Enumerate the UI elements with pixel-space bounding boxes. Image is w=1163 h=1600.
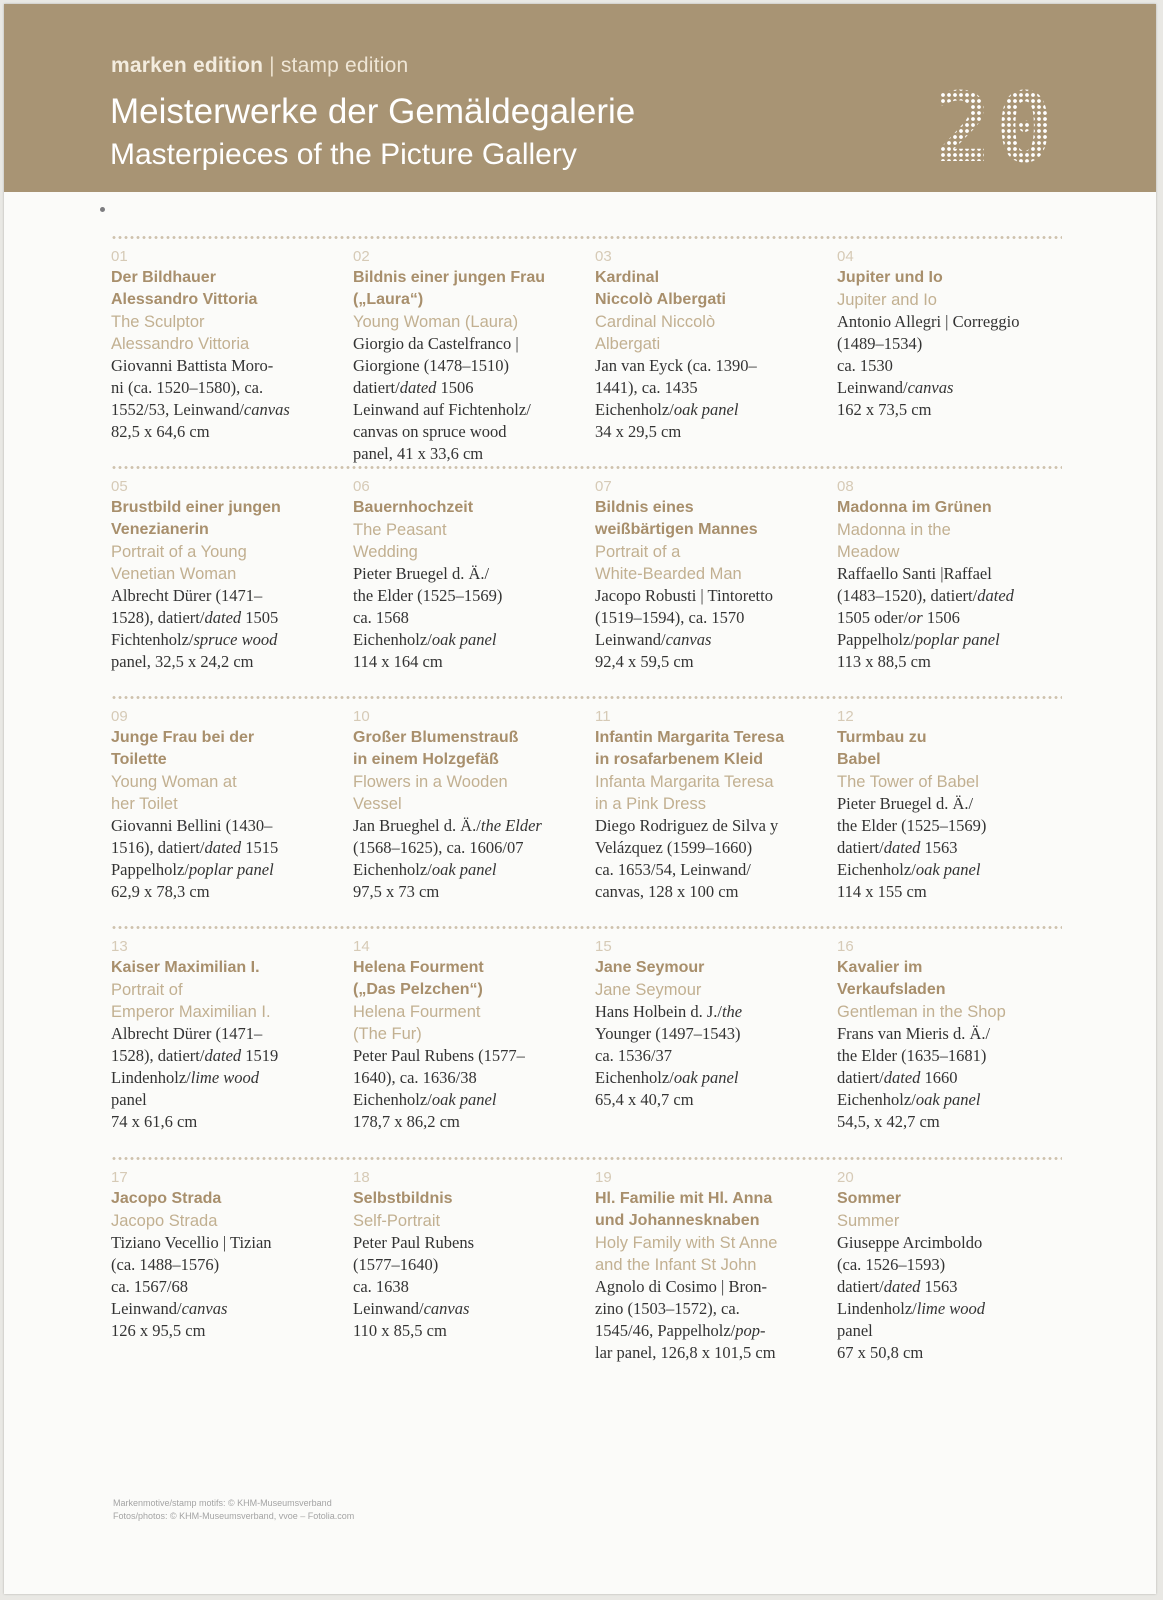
entry-title-english bbox=[837, 289, 1069, 311]
title-line: Niccolò Albergati bbox=[595, 291, 726, 308]
entry-title-german bbox=[595, 497, 827, 541]
detail-line: 162 x 73,5 cm bbox=[837, 400, 932, 419]
detail-line: (ca. 1526–1593) bbox=[837, 1255, 946, 1274]
entry-details bbox=[111, 355, 343, 443]
stamp-entry-07 bbox=[595, 477, 827, 673]
entry-title-english bbox=[353, 311, 585, 333]
entry-title-english bbox=[111, 1210, 343, 1232]
detail-line: 1528), datiert/dated 1519 bbox=[111, 1046, 279, 1065]
title-line: White-Bearded Man bbox=[595, 565, 742, 583]
entry-title-english bbox=[595, 541, 827, 585]
dotted-rule bbox=[111, 1157, 1062, 1160]
big-number-badge: 20 bbox=[934, 80, 1084, 180]
stamp-entry-19 bbox=[595, 1168, 827, 1364]
detail-line: Giorgio da Castelfranco | bbox=[353, 334, 519, 353]
credit-line: Markenmotive/stamp motifs: © KHM-Museumsverband bbox=[113, 1498, 332, 1508]
detail-line: datiert/dated 1660 bbox=[837, 1068, 958, 1087]
entry-details bbox=[353, 1232, 585, 1342]
entry-title-english bbox=[837, 771, 1069, 793]
detail-line: 97,5 x 73 cm bbox=[353, 882, 440, 901]
entry-details bbox=[595, 815, 827, 903]
title-line: Young Woman at bbox=[111, 773, 237, 791]
entry-number: 14 bbox=[353, 938, 370, 955]
detail-line: Diego Rodriguez de Silva y bbox=[595, 816, 779, 835]
title-line: Jacopo Strada bbox=[111, 1212, 218, 1230]
edition-label bbox=[111, 54, 408, 78]
detail-line: 114 x 164 cm bbox=[353, 652, 443, 671]
detail-line: Eichenholz/oak panel bbox=[595, 400, 739, 419]
entry-details bbox=[111, 815, 343, 903]
detail-line: datiert/dated 1563 bbox=[837, 838, 958, 857]
title-line: Infanta Margarita Teresa bbox=[595, 773, 774, 791]
detail-line: ca. 1530 bbox=[837, 356, 893, 375]
entry-number: 17 bbox=[111, 1169, 128, 1186]
detail-line: ca. 1653/54, Leinwand/ bbox=[595, 860, 751, 879]
edition-en: stamp edition bbox=[280, 54, 409, 77]
detail-line: 126 x 95,5 cm bbox=[111, 1321, 206, 1340]
title-line: Bauernhochzeit bbox=[353, 499, 474, 516]
entry-details bbox=[595, 585, 827, 673]
title-line: Helena Fourment bbox=[353, 1003, 481, 1021]
detail-line: the Elder (1635–1681) bbox=[837, 1046, 987, 1065]
title-line: Jupiter and Io bbox=[837, 291, 937, 309]
title-line: Turmbau zu bbox=[837, 729, 927, 746]
title-line: Alessandro Vittoria bbox=[111, 291, 258, 308]
title-line: Wedding bbox=[353, 543, 418, 561]
edition-separator: | bbox=[269, 54, 275, 77]
title-line: Großer Blumenstrauß bbox=[353, 729, 519, 746]
detail-line: Leinwand/canvas bbox=[595, 630, 712, 649]
detail-line: (1577–1640) bbox=[353, 1255, 439, 1274]
detail-line: 114 x 155 cm bbox=[837, 882, 927, 901]
entry-number: 04 bbox=[837, 248, 854, 265]
stamp-entry-17 bbox=[111, 1168, 343, 1342]
detail-line: 67 x 50,8 cm bbox=[837, 1343, 924, 1362]
detail-line: (1568–1625), ca. 1606/07 bbox=[353, 838, 524, 857]
dotted-rule bbox=[111, 926, 1062, 929]
detail-line: 1441), ca. 1435 bbox=[595, 378, 698, 397]
credits bbox=[113, 1497, 354, 1523]
stamp-entry-13 bbox=[111, 937, 343, 1133]
detail-line: 92,4 x 59,5 cm bbox=[595, 652, 694, 671]
entry-details bbox=[837, 1023, 1069, 1133]
detail-line: 1505 oder/or 1506 bbox=[837, 608, 960, 627]
entry-title-german bbox=[353, 957, 585, 1001]
entry-number: 12 bbox=[837, 708, 854, 725]
entry-details bbox=[353, 333, 585, 465]
detail-line: Pieter Bruegel d. Ä./ bbox=[353, 564, 490, 583]
entry-title-german bbox=[111, 497, 343, 541]
title-line: Jane Seymour bbox=[595, 959, 705, 976]
title-line: Portrait of bbox=[111, 981, 183, 999]
stamp-entry-18 bbox=[353, 1168, 585, 1342]
title-line: Summer bbox=[837, 1212, 900, 1230]
title-line: The Sculptor bbox=[111, 313, 205, 331]
detail-line: lar panel, 126,8 x 101,5 cm bbox=[595, 1343, 776, 1362]
entry-details bbox=[837, 563, 1069, 673]
entry-number: 09 bbox=[111, 708, 128, 725]
entry-details bbox=[111, 1023, 343, 1133]
detail-line: Fichtenholz/spruce wood bbox=[111, 630, 278, 649]
detail-line: Velázquez (1599–1660) bbox=[595, 838, 753, 857]
detail-line: Frans van Mieris d. Ä./ bbox=[837, 1024, 991, 1043]
entry-title-english bbox=[595, 979, 827, 1001]
stamp-entry-10 bbox=[353, 707, 585, 903]
title-line: Der Bildhauer bbox=[111, 269, 216, 286]
detail-line: Antonio Allegri | Correggio bbox=[837, 312, 1020, 331]
entry-number: 08 bbox=[837, 478, 854, 495]
detail-line: Younger (1497–1543) bbox=[595, 1024, 741, 1043]
title-line: („Laura“) bbox=[353, 291, 424, 308]
entry-details bbox=[353, 1045, 585, 1133]
title-line: Young Woman (Laura) bbox=[353, 313, 519, 331]
title-line: Venezianerin bbox=[111, 521, 209, 538]
detail-line: 54,5, x 42,7 cm bbox=[837, 1112, 940, 1131]
entry-title-german bbox=[837, 497, 1069, 519]
detail-line: 65,4 x 40,7 cm bbox=[595, 1090, 694, 1109]
stamp-folder-sheet bbox=[4, 4, 1156, 1594]
stamp-entry-09 bbox=[111, 707, 343, 903]
edition-de: marken edition bbox=[111, 54, 264, 77]
detail-line: 82,5 x 64,6 cm bbox=[111, 422, 210, 441]
title-line: in a Pink Dress bbox=[595, 795, 706, 813]
detail-line: 1552/53, Leinwand/canvas bbox=[111, 400, 290, 419]
entry-title-english bbox=[111, 311, 343, 355]
entry-details bbox=[595, 1001, 827, 1111]
title-line: Bildnis eines bbox=[595, 499, 694, 516]
entry-title-english bbox=[353, 1001, 585, 1045]
credit-line: Fotos/photos: © KHM-Museumsverband, vvoe – Fotolia.com bbox=[113, 1511, 355, 1521]
detail-line: ca. 1568 bbox=[353, 608, 409, 627]
entry-number: 19 bbox=[595, 1169, 612, 1186]
detail-line: Peter Paul Rubens bbox=[353, 1233, 474, 1252]
dotted-rule bbox=[111, 466, 1062, 469]
title-line: Madonna in the bbox=[837, 521, 951, 539]
detail-line: (1483–1520), datiert/dated bbox=[837, 586, 1014, 605]
stamp-entry-16 bbox=[837, 937, 1069, 1133]
entry-title-german bbox=[111, 957, 343, 979]
title-line: Jane Seymour bbox=[595, 981, 702, 999]
entry-number: 01 bbox=[111, 248, 128, 265]
detail-line: Eichenholz/oak panel bbox=[353, 860, 497, 879]
detail-line: ca. 1536/37 bbox=[595, 1046, 672, 1065]
detail-line: Eichenholz/oak panel bbox=[837, 860, 981, 879]
entry-number: 18 bbox=[353, 1169, 370, 1186]
detail-line: Pappelholz/poplar panel bbox=[837, 630, 1000, 649]
detail-line: ni (ca. 1520–1580), ca. bbox=[111, 378, 264, 397]
title-line: Toilette bbox=[111, 751, 167, 768]
entry-title-english bbox=[111, 541, 343, 585]
title-english: Masterpieces of the Picture Gallery bbox=[110, 138, 577, 171]
entry-details bbox=[595, 355, 827, 443]
detail-line: Raffaello Santi |Raffael bbox=[837, 564, 992, 583]
entry-title-german bbox=[353, 497, 585, 519]
detail-line: the Elder (1525–1569) bbox=[353, 586, 503, 605]
title-line: Portrait of a Young bbox=[111, 543, 247, 561]
detail-line: ca. 1567/68 bbox=[111, 1277, 188, 1296]
title-line: weißbärtigen Mannes bbox=[595, 521, 758, 538]
detail-line: 1528), datiert/dated 1505 bbox=[111, 608, 279, 627]
detail-line: Lindenholz/lime wood bbox=[111, 1068, 260, 1087]
detail-line: panel, 32,5 x 24,2 cm bbox=[111, 652, 254, 671]
title-line: Cardinal Niccolò bbox=[595, 313, 716, 331]
entry-title-german bbox=[353, 1188, 585, 1210]
title-line: und Johannesknaben bbox=[595, 1212, 760, 1229]
detail-line: 1640), ca. 1636/38 bbox=[353, 1068, 477, 1087]
title-line: The Tower of Babel bbox=[837, 773, 979, 791]
entry-title-german bbox=[353, 267, 585, 311]
detail-line: 74 x 61,6 cm bbox=[111, 1112, 198, 1131]
title-line: Flowers in a Wooden bbox=[353, 773, 508, 791]
title-line: Verkaufsladen bbox=[837, 981, 946, 998]
entry-title-german bbox=[837, 957, 1069, 1001]
detail-line: zino (1503–1572), ca. bbox=[595, 1299, 740, 1318]
entry-details bbox=[837, 311, 1069, 421]
detail-line: ca. 1638 bbox=[353, 1277, 409, 1296]
detail-line: canvas on spruce wood bbox=[353, 422, 507, 441]
title-line: and the Infant St John bbox=[595, 1256, 757, 1274]
title-line: Emperor Maximilian I. bbox=[111, 1003, 271, 1021]
detail-line: panel bbox=[837, 1321, 873, 1340]
dotted-rule bbox=[111, 696, 1062, 699]
detail-line: (1489–1534) bbox=[837, 334, 923, 353]
stamp-entry-05 bbox=[111, 477, 343, 673]
detail-line: Leinwand auf Fichtenholz/ bbox=[353, 400, 531, 419]
dotted-rule bbox=[111, 236, 1062, 239]
detail-line: datiert/dated 1506 bbox=[353, 378, 474, 397]
entry-title-german bbox=[837, 267, 1069, 289]
detail-line: panel, 41 x 33,6 cm bbox=[353, 444, 484, 463]
detail-line: 1516), datiert/dated 1515 bbox=[111, 838, 279, 857]
detail-line: 113 x 88,5 cm bbox=[837, 652, 931, 671]
entry-details bbox=[837, 793, 1069, 903]
title-german: Meisterwerke der Gemäldegalerie bbox=[110, 92, 636, 131]
detail-line: Leinwand/canvas bbox=[353, 1299, 470, 1318]
entry-title-english bbox=[595, 1232, 827, 1276]
detail-line: Pappelholz/poplar panel bbox=[111, 860, 274, 879]
entry-title-german bbox=[837, 727, 1069, 771]
entry-number: 15 bbox=[595, 938, 612, 955]
stamp-entry-12 bbox=[837, 707, 1069, 903]
stamp-entry-20 bbox=[837, 1168, 1069, 1364]
entry-title-english bbox=[837, 1210, 1069, 1232]
title-line: Kavalier im bbox=[837, 959, 923, 976]
detail-line: Tiziano Vecellio | Tizian bbox=[111, 1233, 272, 1252]
detail-line: Jan van Eyck (ca. 1390– bbox=[595, 356, 757, 375]
title-line: Junge Frau bei der bbox=[111, 729, 255, 746]
stamp-entry-01 bbox=[111, 247, 343, 443]
entry-details bbox=[111, 585, 343, 673]
title-line: Meadow bbox=[837, 543, 900, 561]
detail-line: Leinwand/canvas bbox=[111, 1299, 228, 1318]
entry-title-german bbox=[595, 727, 827, 771]
title-line: Venetian Woman bbox=[111, 565, 237, 583]
detail-line: 110 x 85,5 cm bbox=[353, 1321, 447, 1340]
stamp-entry-02 bbox=[353, 247, 585, 465]
entry-title-german bbox=[595, 267, 827, 311]
entry-number: 03 bbox=[595, 248, 612, 265]
entry-title-english bbox=[595, 311, 827, 355]
entry-details bbox=[353, 815, 585, 903]
entry-number: 05 bbox=[111, 478, 128, 495]
detail-line: canvas, 128 x 100 cm bbox=[595, 882, 739, 901]
entry-details bbox=[111, 1232, 343, 1342]
entry-number: 11 bbox=[595, 708, 611, 725]
detail-line: Peter Paul Rubens (1577– bbox=[353, 1046, 525, 1065]
title-line: Kaiser Maximilian I. bbox=[111, 959, 260, 976]
entry-title-german bbox=[837, 1188, 1069, 1210]
detail-line: datiert/dated 1563 bbox=[837, 1277, 958, 1296]
header-band bbox=[4, 4, 1156, 192]
entry-number: 13 bbox=[111, 938, 128, 955]
dot-marker bbox=[100, 207, 105, 212]
title-line: Kardinal bbox=[595, 269, 660, 286]
detail-line: 62,9 x 78,3 cm bbox=[111, 882, 210, 901]
detail-line: Giovanni Bellini (1430– bbox=[111, 816, 273, 835]
title-line: Gentleman in the Shop bbox=[837, 1003, 1006, 1021]
title-line: Helena Fourment bbox=[353, 959, 484, 976]
detail-line: Eichenholz/oak panel bbox=[353, 630, 497, 649]
title-line: Brustbild einer jungen bbox=[111, 499, 281, 516]
detail-line: Eichenholz/oak panel bbox=[353, 1090, 497, 1109]
title-line: in einem Holzgefäß bbox=[353, 751, 499, 768]
title-line: Infantin Margarita Teresa bbox=[595, 729, 785, 746]
detail-line: Eichenholz/oak panel bbox=[837, 1090, 981, 1109]
detail-line: Lindenholz/lime wood bbox=[837, 1299, 986, 1318]
detail-line: the Elder (1525–1569) bbox=[837, 816, 987, 835]
title-line: Babel bbox=[837, 751, 881, 768]
entry-title-english bbox=[837, 519, 1069, 563]
entry-title-german bbox=[111, 727, 343, 771]
detail-line: Albrecht Dürer (1471– bbox=[111, 1024, 263, 1043]
entry-details bbox=[595, 1276, 827, 1364]
entry-title-english bbox=[837, 1001, 1069, 1023]
entry-title-english bbox=[353, 1210, 585, 1232]
detail-line: panel bbox=[111, 1090, 147, 1109]
title-line: Jacopo Strada bbox=[111, 1190, 222, 1207]
entry-title-german bbox=[111, 1188, 343, 1210]
entry-title-german bbox=[595, 1188, 827, 1232]
entry-title-german bbox=[353, 727, 585, 771]
stamp-entry-08 bbox=[837, 477, 1069, 673]
title-line: („Das Pelzchen“) bbox=[353, 981, 483, 998]
detail-line: (1519–1594), ca. 1570 bbox=[595, 608, 745, 627]
title-line: Self-Portrait bbox=[353, 1212, 441, 1230]
title-line: Madonna im Grünen bbox=[837, 499, 992, 516]
stamp-entry-14 bbox=[353, 937, 585, 1133]
title-line: Bildnis einer jungen Frau bbox=[353, 269, 546, 286]
detail-line: Albrecht Dürer (1471– bbox=[111, 586, 263, 605]
stamp-entry-03 bbox=[595, 247, 827, 443]
entry-number: 06 bbox=[353, 478, 370, 495]
title-line: The Peasant bbox=[353, 521, 447, 539]
title-line: (The Fur) bbox=[353, 1025, 422, 1043]
title-line: Jupiter und Io bbox=[837, 269, 943, 286]
detail-line: 34 x 29,5 cm bbox=[595, 422, 682, 441]
stamp-entry-04 bbox=[837, 247, 1069, 421]
detail-line: 178,7 x 86,2 cm bbox=[353, 1112, 460, 1131]
detail-line: Giorgione (1478–1510) bbox=[353, 356, 509, 375]
detail-line: Jan Brueghel d. Ä./the Elder bbox=[353, 816, 542, 835]
title-line: Portrait of a bbox=[595, 543, 681, 561]
stamp-entry-06 bbox=[353, 477, 585, 673]
entry-details bbox=[353, 563, 585, 673]
entry-title-english bbox=[111, 771, 343, 815]
entry-title-german bbox=[595, 957, 827, 979]
detail-line: 1545/46, Pappelholz/pop- bbox=[595, 1321, 766, 1340]
detail-line: Giuseppe Arcimboldo bbox=[837, 1233, 983, 1252]
detail-line: Giovanni Battista Moro- bbox=[111, 356, 274, 375]
entry-number: 02 bbox=[353, 248, 370, 265]
title-line: Alessandro Vittoria bbox=[111, 335, 250, 353]
detail-line: Agnolo di Cosimo | Bron- bbox=[595, 1277, 767, 1296]
title-line: in rosafarbenem Kleid bbox=[595, 751, 764, 768]
title-line: Sommer bbox=[837, 1190, 902, 1207]
entry-number: 16 bbox=[837, 938, 854, 955]
entry-title-english bbox=[595, 771, 827, 815]
title-line: Vessel bbox=[353, 795, 402, 813]
entry-title-german bbox=[111, 267, 343, 311]
detail-line: (ca. 1488–1576) bbox=[111, 1255, 220, 1274]
entry-number: 20 bbox=[837, 1169, 854, 1186]
entry-number: 07 bbox=[595, 478, 612, 495]
title-line: Selbstbildnis bbox=[353, 1190, 453, 1207]
entry-number: 10 bbox=[353, 708, 370, 725]
detail-line: Jacopo Robusti | Tintoretto bbox=[595, 586, 773, 605]
title-line: Holy Family with St Anne bbox=[595, 1234, 778, 1252]
detail-line: Hans Holbein d. J./the bbox=[595, 1002, 743, 1021]
title-line: Albergati bbox=[595, 335, 661, 353]
entry-title-english bbox=[353, 519, 585, 563]
entry-title-english bbox=[353, 771, 585, 815]
detail-line: Leinwand/canvas bbox=[837, 378, 954, 397]
stamp-entry-11 bbox=[595, 707, 827, 903]
stamp-entry-15 bbox=[595, 937, 827, 1111]
title-line: her Toilet bbox=[111, 795, 178, 813]
title-line: Hl. Familie mit Hl. Anna bbox=[595, 1190, 773, 1207]
detail-line: Eichenholz/oak panel bbox=[595, 1068, 739, 1087]
entry-title-english bbox=[111, 979, 343, 1023]
detail-line: Pieter Bruegel d. Ä./ bbox=[837, 794, 974, 813]
entry-details bbox=[837, 1232, 1069, 1364]
